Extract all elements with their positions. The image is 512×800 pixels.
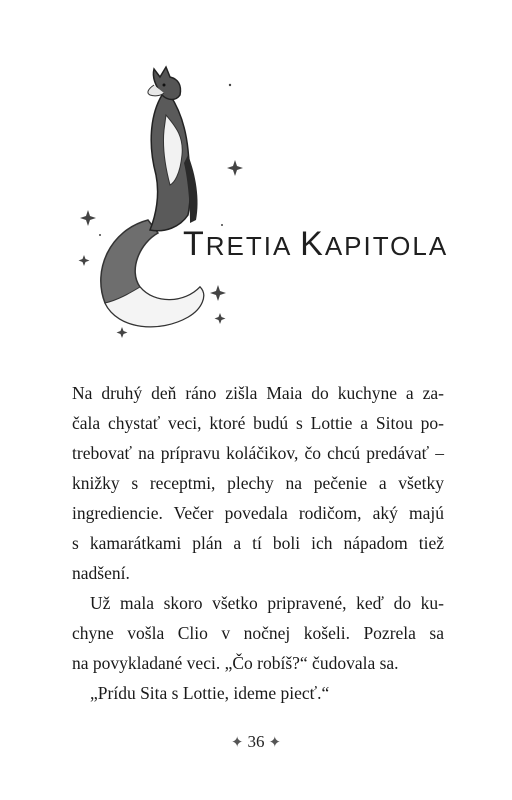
text-line: Na druhý deň ráno zišla Maia do kuchyne a za- (72, 383, 444, 403)
text-line: Už mala skoro všetko pripravené, keď do ku- (90, 593, 444, 613)
ornament-right-icon: ✦ (268, 735, 282, 751)
chapter-title (183, 225, 448, 264)
text-line: knižky s receptmi, plechy na pečenie a všetky (72, 473, 444, 493)
paragraph-3 (72, 678, 444, 708)
text-line: chyne vošla Clio v nočnej košeli. Pozrela sa (72, 623, 444, 643)
body-text (72, 378, 444, 708)
text-line: s kamarátkami plán a tí boli ich nápadom tiež (72, 533, 444, 553)
chapter-title-initial-2: K (300, 225, 325, 263)
text-line: čala chystať veci, ktoré budú s Lottie a Sitou po- (72, 413, 444, 433)
chapter-title-part-2: APITOLA (324, 231, 449, 261)
ornament-left-icon: ✦ (230, 735, 244, 751)
chapter-title-part: RETIA (205, 231, 301, 261)
paragraph-1 (72, 378, 444, 588)
text-line: „Prídu Sita s Lottie, ideme piecť.“ (90, 683, 330, 703)
chapter-title-initial: T (183, 225, 206, 263)
fox-illustration (70, 55, 250, 345)
page-number (0, 732, 512, 752)
text-line: na povykladané veci. „Čo robíš?“ čudovala sa. (72, 653, 399, 673)
text-line: trebovať na prípravu koláčikov, čo chcú predávať – (72, 443, 444, 463)
text-line: nadšení. (72, 563, 130, 583)
page-number-value: 36 (247, 732, 265, 751)
text-line: ingrediencie. Večer povedala rodičom, aký majú (72, 503, 444, 523)
paragraph-2 (72, 588, 444, 678)
